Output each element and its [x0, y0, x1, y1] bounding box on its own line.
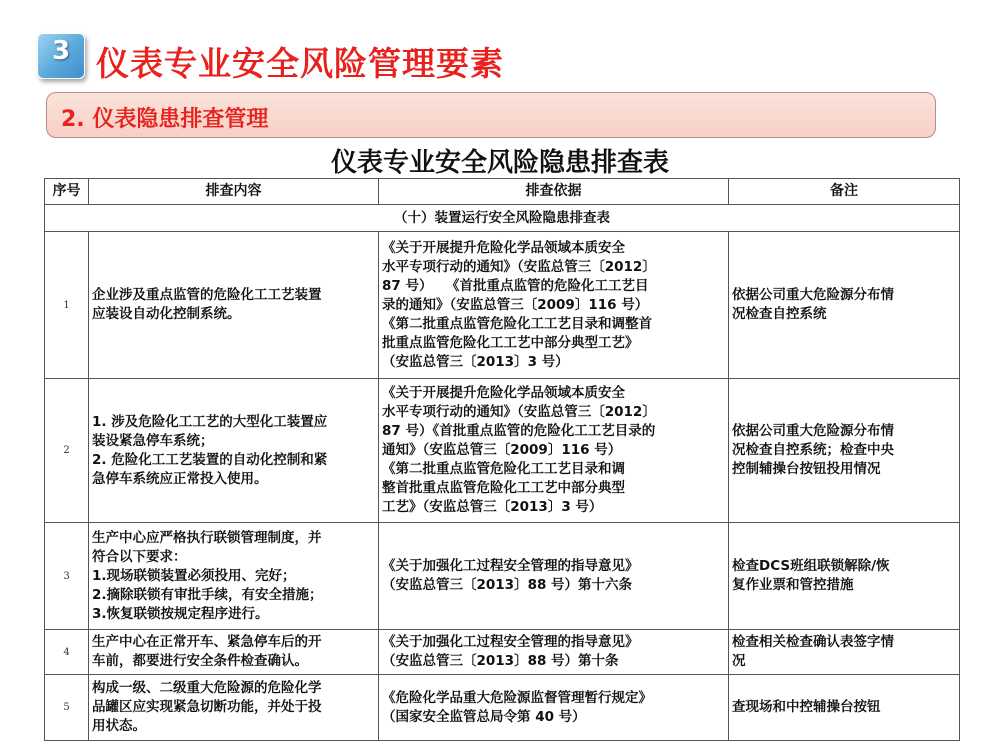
row-number: 3 [45, 523, 89, 630]
table-row [45, 523, 960, 630]
basis-line: （安监总管三〔2013〕88 号）第十六条 [382, 577, 633, 593]
hazard-checklist-table [44, 178, 960, 741]
column-header-number: 序号 [45, 179, 89, 205]
page-title: 仪表专业安全风险管理要素 [96, 44, 504, 83]
remark-line: 检查相关检查确认表签字情 [732, 634, 894, 650]
content-line: 生产中心应严格执行联锁管理制度，并 [92, 529, 322, 546]
header-row [45, 179, 960, 205]
basis-line: （安监总管三〔2013〕3 号） [382, 353, 569, 370]
basis-line: 批重点监管危险化工工艺中部分典型工艺》 [382, 334, 639, 351]
column-header-content: 排查内容 [89, 179, 379, 205]
table-title: 仪表专业安全风险隐患排查表 [330, 148, 669, 178]
subheading: 2. 仪表隐患排查管理 [61, 107, 269, 132]
column-header-remark: 备注 [729, 179, 960, 205]
basis-line: 《关于加强化工过程安全管理的指导意见》 [382, 634, 639, 650]
remark-line: 况检查自控系统 [732, 306, 827, 322]
remark [729, 675, 960, 741]
content-line: 符合以下要求： [92, 548, 187, 565]
row-number: 5 [45, 675, 89, 741]
remark-line: 况 [732, 653, 746, 669]
basis-line: 水平专项行动的通知》（安监总管三〔2012〕 [382, 404, 656, 420]
row-number: 4 [45, 630, 89, 675]
content-line: 3.恢复联锁按规定程序进行。 [92, 605, 269, 622]
check-content [89, 523, 379, 630]
check-basis [379, 675, 729, 741]
basis-line: 《第二批重点监管危险化工工艺目录和调 [382, 461, 625, 477]
remark [729, 232, 960, 379]
content-line: 2.摘除联锁有审批手续，有安全措施； [92, 586, 323, 603]
remark-line: 检查DCS班组联锁解除/恢 [732, 558, 890, 574]
content-line: 应装设自动化控制系统。 [92, 306, 241, 322]
table-row [45, 675, 960, 741]
content-line: 构成一级、二级重大危险源的危险化学 [92, 680, 322, 696]
check-basis [379, 630, 729, 675]
basis-line: 水平专项行动的通知》（安监总管三〔2012〕 [382, 258, 656, 275]
basis-line: 《第二批重点监管危险化工工艺目录和调整首 [382, 315, 652, 332]
check-basis [379, 232, 729, 379]
basis-line: 《危险化学品重大危险源监督管理暂行规定》 [382, 689, 652, 706]
remark-line: 况检查自控系统；检查中央 [732, 442, 894, 458]
basis-line: 整首批重点监管危险化工工艺中部分典型 [382, 480, 625, 496]
remark-line: 复作业票和管控措施 [732, 577, 854, 593]
row-number: 2 [45, 379, 89, 523]
remark-line: 控制辅操台按钮投用情况 [732, 461, 881, 477]
table-row [45, 379, 960, 523]
remark-line: 查现场和中控辅操台按钮 [732, 699, 881, 715]
column-header-basis: 排查依据 [379, 179, 729, 205]
section-number-badge [37, 33, 85, 79]
basis-line: 录的通知》（安监总管三〔2009〕116 号） [382, 296, 649, 313]
check-content [89, 630, 379, 675]
table-row [45, 630, 960, 675]
subheading-bar [46, 92, 936, 138]
basis-line: 87 号）《首批重点监管的危险化工工艺目录的 [382, 423, 656, 439]
check-basis [379, 379, 729, 523]
basis-line: 工艺》（安监总管三〔2013〕3 号） [382, 499, 603, 515]
table-row [45, 232, 960, 379]
remark [729, 379, 960, 523]
content-line: 车前，都要进行安全条件检查确认。 [92, 653, 308, 669]
section-number: 3 [51, 36, 71, 66]
content-line: 1.现场联锁装置必须投用、完好； [92, 567, 296, 584]
remark-line: 依据公司重大危险源分布情 [732, 287, 894, 303]
remark [729, 523, 960, 630]
content-line: 1. 涉及危险化工工艺的大型化工装置应 [92, 413, 328, 430]
check-content [89, 232, 379, 379]
section-title: （十）装置运行安全风险隐患排查表 [45, 205, 960, 232]
content-line: 急停车系统应正常投入使用。 [92, 470, 268, 487]
content-line: 生产中心在正常开车、紧急停车后的开 [92, 634, 322, 650]
check-basis [379, 523, 729, 630]
remark-line: 依据公司重大危险源分布情 [732, 423, 894, 439]
remark [729, 630, 960, 675]
content-line: 2. 危险化工工艺装置的自动化控制和紧 [92, 451, 328, 468]
basis-line: 《关于开展提升危险化学品领域本质安全 [382, 239, 625, 256]
basis-line: （安监总管三〔2013〕88 号）第十条 [382, 653, 619, 669]
basis-line: 《关于开展提升危险化学品领域本质安全 [382, 385, 625, 401]
content-line: 企业涉及重点监管的危险化工工艺装置 [92, 287, 322, 303]
content-line: 装设紧急停车系统； [92, 432, 214, 449]
basis-line: 《关于加强化工过程安全管理的指导意见》 [382, 558, 639, 574]
row-number: 1 [45, 232, 89, 379]
basis-line: 通知》（安监总管三〔2009〕116 号） [382, 442, 622, 458]
check-content [89, 675, 379, 741]
content-line: 用状态。 [92, 718, 146, 734]
basis-line: 87 号） 《首批重点监管的危险化工工艺目 [382, 277, 649, 294]
section-row [45, 205, 960, 232]
basis-line: （国家安全监管总局令第 40 号） [382, 708, 586, 725]
content-line: 品罐区应实现紧急切断功能，并处于投 [92, 699, 322, 715]
check-content [89, 379, 379, 523]
